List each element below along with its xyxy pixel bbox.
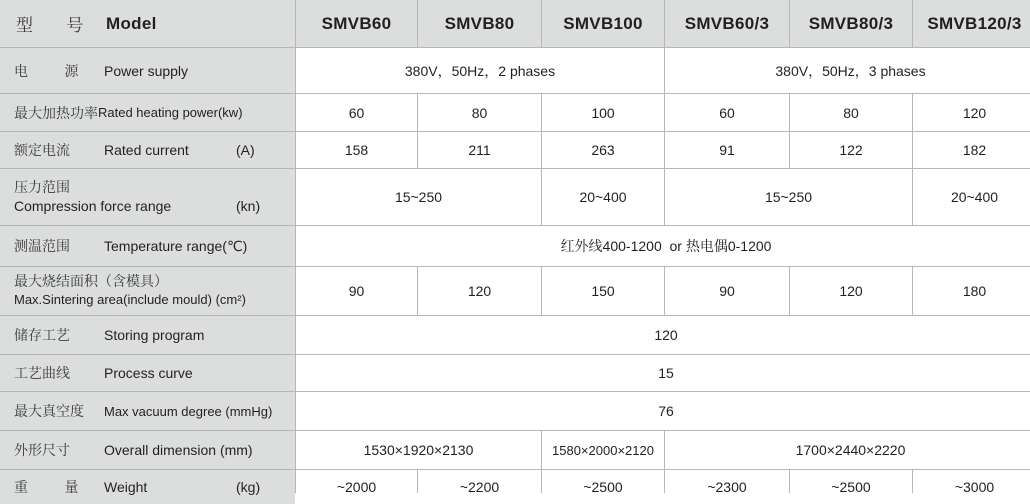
force-value: 20~400 <box>913 169 1030 225</box>
heating-label-en: Rated heating power(kw) <box>98 105 243 120</box>
weight-label-en: Weight <box>104 479 148 495</box>
model-header-label <box>0 0 295 47</box>
power-value-3phase: 380V，50Hz，3 phases <box>665 48 1030 93</box>
power-label-en: Power supply <box>104 62 189 79</box>
power-label <box>0 48 295 93</box>
program-value: 120 <box>296 316 1030 354</box>
dimension-value: 1700×2440×2220 <box>665 431 1030 469</box>
current-label-en: Rated current <box>104 142 189 158</box>
vacuum-value: 76 <box>296 392 1030 430</box>
heating-value: 80 <box>418 94 541 131</box>
model-col-1: SMVB60 <box>296 0 417 47</box>
current-label <box>0 132 295 168</box>
dimension-value: 1530×1920×2130 <box>296 431 541 469</box>
area-label-zh: 最大烧结面积（含模具） <box>14 274 168 290</box>
current-label-unit: (A) <box>236 142 255 158</box>
program-label <box>0 316 295 354</box>
area-label <box>0 267 295 315</box>
vacuum-label-zh: 最大真空度 <box>14 404 84 420</box>
weight-label-zh: 重 量 <box>14 480 95 496</box>
current-value: 158 <box>296 132 417 168</box>
area-value: 90 <box>665 267 789 315</box>
current-label-zh: 额定电流 <box>14 143 70 159</box>
power-value-2phase: 380V，50Hz，2 phases <box>296 48 664 93</box>
heating-label-zh: 最大加热功率 <box>14 105 98 122</box>
heating-value: 80 <box>790 94 912 131</box>
curve-value: 15 <box>296 355 1030 391</box>
weight-value: ~2500 <box>790 470 912 504</box>
model-col-6: SMVB120/3 <box>913 0 1030 47</box>
area-value: 150 <box>542 267 664 315</box>
curve-label-zh: 工艺曲线 <box>14 366 70 382</box>
dimension-label-zh: 外形尺寸 <box>14 443 70 459</box>
model-col-2: SMVB80 <box>418 0 541 47</box>
area-value: 180 <box>913 267 1030 315</box>
force-label-row <box>14 197 295 215</box>
current-value: 91 <box>665 132 789 168</box>
area-value: 120 <box>418 267 541 315</box>
temp-label-en: Temperature range(℃) <box>104 237 248 254</box>
force-label <box>0 169 295 225</box>
model-col-5: SMVB80/3 <box>790 0 912 47</box>
temp-label-zh: 测温范围 <box>14 239 70 255</box>
force-label-unit: (kn) <box>236 198 261 214</box>
curve-label-en: Process curve <box>104 365 193 381</box>
heating-value: 60 <box>665 94 789 131</box>
weight-value: ~2200 <box>418 470 541 504</box>
program-label-en: Storing program <box>104 327 205 343</box>
current-value: 211 <box>418 132 541 168</box>
current-value: 182 <box>913 132 1030 168</box>
area-value: 120 <box>790 267 912 315</box>
force-label-en: Compression force range <box>14 198 172 214</box>
model-header-zh: 型 号 <box>16 16 98 36</box>
heating-value: 120 <box>913 94 1030 131</box>
heating-value: 60 <box>296 94 417 131</box>
vacuum-label <box>0 392 295 430</box>
program-label-zh: 储存工艺 <box>14 328 70 344</box>
heating-value: 100 <box>542 94 664 131</box>
temp-value: 红外线400-1200 or 热电偶0-1200 <box>296 226 1030 266</box>
weight-value: ~2500 <box>542 470 664 504</box>
weight-value: ~3000 <box>913 470 1030 504</box>
force-value: 15~250 <box>296 169 541 225</box>
dimension-label-en: Overall dimension (mm) <box>104 442 253 458</box>
model-header-en: Model <box>106 13 157 33</box>
weight-label <box>0 470 295 504</box>
current-value: 263 <box>542 132 664 168</box>
curve-label <box>0 355 295 391</box>
weight-label-unit: (kg) <box>236 479 261 495</box>
force-label-zh: 压力范围 <box>14 180 70 196</box>
force-value: 15~250 <box>665 169 912 225</box>
power-label-zh: 电 源 <box>14 63 95 80</box>
weight-value: ~2000 <box>296 470 417 504</box>
vacuum-label-en: Max vacuum degree (mmHg) <box>104 403 273 419</box>
current-value: 122 <box>790 132 912 168</box>
model-col-3: SMVB100 <box>542 0 664 47</box>
weight-value: ~2300 <box>665 470 789 504</box>
model-col-4: SMVB60/3 <box>665 0 789 47</box>
force-value: 20~400 <box>542 169 664 225</box>
area-value: 90 <box>296 267 417 315</box>
dimension-value: 1580×2000×2120 <box>542 431 664 469</box>
area-label-en: Max.Sintering area(include mould) (cm²) <box>14 292 246 307</box>
temp-label <box>0 226 295 266</box>
heating-label <box>0 94 295 131</box>
dimension-label <box>0 431 295 469</box>
